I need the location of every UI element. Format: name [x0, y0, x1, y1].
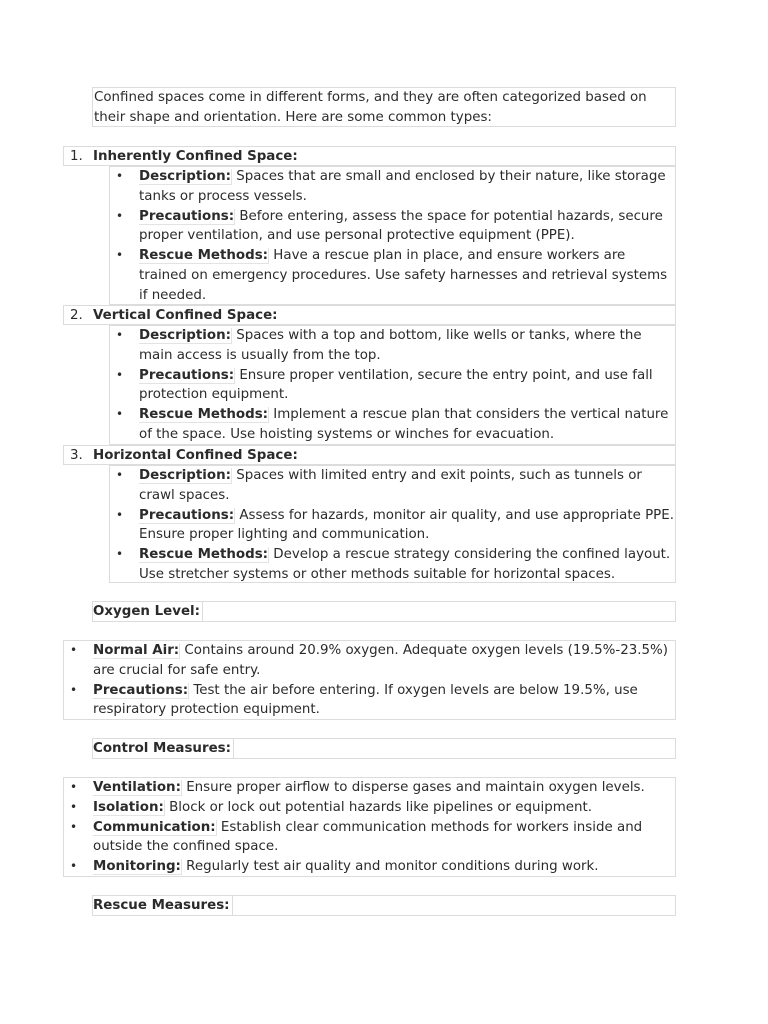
list-item [110, 167, 675, 207]
item-label: Rescue Methods: [139, 547, 269, 563]
list-item [64, 857, 675, 877]
type-3-details [109, 465, 676, 583]
item-label: Normal Air: [93, 643, 180, 658]
item-text: Have a rescue plan in place, and ensure workers are trained on emergency procedures. Use safety harnesses and retrieval systems if needed. [139, 248, 668, 303]
list-item [110, 545, 675, 585]
oxygen-heading-text: Oxygen Level: [93, 602, 203, 622]
control-heading [92, 738, 676, 759]
item-text: Spaces that are small and enclosed by their nature, like storage tanks or process vessels. [139, 169, 666, 204]
type-1-heading [63, 146, 676, 166]
type-2-details [109, 325, 676, 445]
item-label: Description: [139, 468, 231, 483]
item-label: Precautions: [139, 208, 235, 224]
type-3-title: Horizontal Confined Space: [93, 448, 298, 463]
control-list [63, 777, 676, 877]
list-item [64, 641, 675, 681]
type-1-details [109, 166, 676, 305]
item-label: Precautions: [139, 507, 235, 523]
type-1-title: Inherently Confined Space: [93, 149, 298, 164]
list-item [110, 207, 675, 247]
item-text: Assess for hazards, monitor air quality, and use appropriate PPE. Ensure proper lighting and communication. [139, 507, 674, 543]
list-item [110, 405, 675, 445]
oxygen-heading [92, 601, 676, 622]
intro-paragraph: Confined spaces come in different forms, and they are often categorized based on their shape and orientation. Here are some common types: [92, 87, 676, 127]
item-label: Isolation: [93, 799, 164, 815]
item-text: Contains around 20.9% oxygen. Adequate oxygen levels (19.5%-23.5%) are crucial for safe entry. [93, 643, 669, 678]
item-label: Rescue Methods: [139, 248, 269, 264]
item-label: Communication: [93, 819, 216, 835]
list-item [110, 246, 675, 305]
item-label: Description: [139, 169, 231, 184]
type-3-heading [63, 445, 676, 465]
list-item [64, 681, 675, 721]
item-label: Ventilation: [93, 780, 181, 795]
item-text: Test the air before entering. If oxygen levels are below 19.5%, use respiratory protection equipment. [93, 682, 638, 718]
type-2-title: Vertical Confined Space: [93, 308, 278, 323]
list-item [110, 506, 675, 546]
type-3-number: 3. [70, 448, 83, 463]
rescue-heading-text: Rescue Measures: [93, 896, 233, 916]
list-item [64, 798, 675, 818]
list-item [110, 466, 675, 506]
item-text: Establish clear communication methods for workers inside and outside the confined space. [93, 819, 643, 855]
item-text: Ensure proper airflow to disperse gases and maintain oxygen levels. [181, 780, 645, 795]
control-heading-text: Control Measures: [93, 739, 234, 759]
item-text: Implement a rescue plan that considers the vertical nature of the space. Use hoisting systems or winches for evacuation. [139, 407, 669, 442]
item-label: Description: [139, 328, 231, 343]
item-label: Precautions: [93, 682, 189, 698]
item-label: Precautions: [139, 367, 235, 383]
item-text: Ensure proper ventilation, secure the entry point, and use fall protection equipment. [139, 367, 653, 403]
item-text: Block or lock out potential hazards like pipelines or equipment. [164, 799, 593, 815]
list-item [110, 326, 675, 366]
item-text: Regularly test air quality and monitor conditions during work. [181, 859, 599, 875]
item-text: Spaces with limited entry and exit points, such as tunnels or crawl spaces. [139, 468, 642, 503]
type-1-number: 1. [70, 149, 83, 164]
list-item [110, 366, 675, 406]
rescue-heading [92, 895, 676, 916]
item-text: Before entering, assess the space for potential hazards, secure proper ventilation, and use personal protective equipment (PPE). [139, 208, 663, 244]
type-2-heading [63, 305, 676, 325]
list-item [64, 778, 675, 798]
item-text: Develop a rescue strategy considering the confined layout. Use stretcher systems or other methods suitable for horizontal spaces. [139, 547, 671, 582]
item-text: Spaces with a top and bottom, like wells or tanks, where the main access is usually from the top. [139, 328, 642, 363]
item-label: Rescue Methods: [139, 407, 269, 423]
list-item [64, 818, 675, 858]
type-2-number: 2. [70, 308, 83, 323]
item-label: Monitoring: [93, 859, 181, 875]
oxygen-list [63, 640, 676, 720]
